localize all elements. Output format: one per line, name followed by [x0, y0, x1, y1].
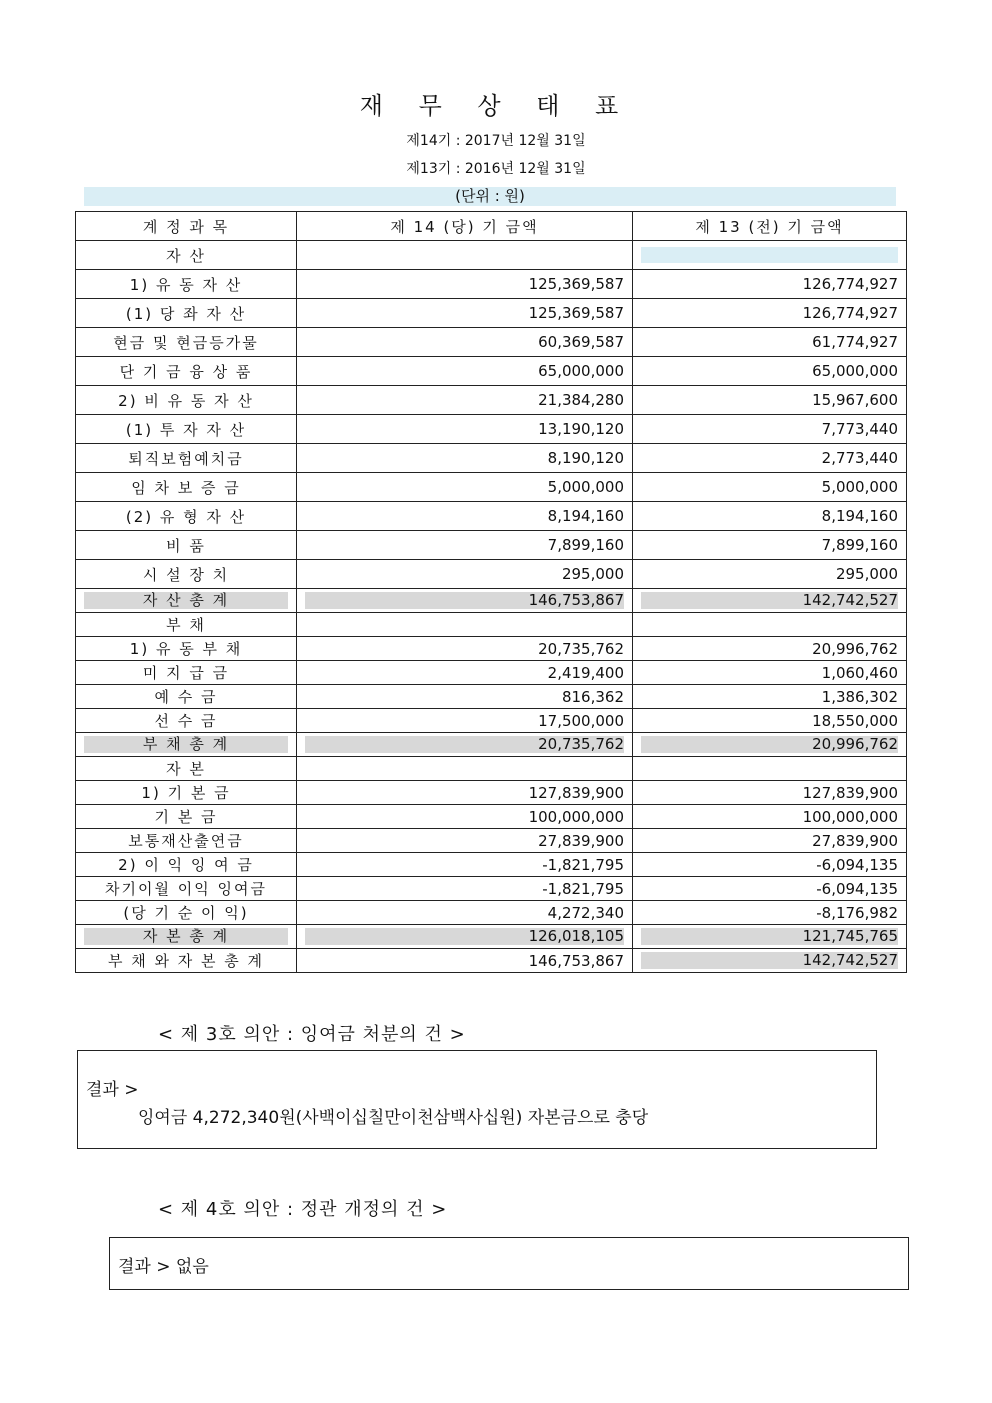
- current-amount-cell-text: 295,000: [561, 565, 624, 583]
- account-name-cell-text: 자 본 총 계: [84, 928, 288, 945]
- prior-amount-cell: [633, 531, 907, 560]
- current-amount-cell: [297, 901, 633, 925]
- current-amount-cell: [297, 685, 633, 709]
- account-name-cell: [76, 473, 297, 502]
- account-name-cell-text: 현금 및 현금등가물: [113, 333, 259, 352]
- current-amount-cell: [297, 949, 633, 973]
- unit-label: (단위 : 원): [84, 187, 896, 206]
- table-row: [76, 613, 907, 637]
- prior-amount-cell-text: 20,996,762: [812, 639, 898, 658]
- current-amount-cell-text: 125,369,587: [528, 304, 624, 322]
- table-row: [76, 328, 907, 357]
- prior-amount-cell: [633, 444, 907, 473]
- account-name-cell: [76, 805, 297, 829]
- table-row: [76, 357, 907, 386]
- account-name-cell-text: 단 기 금 융 상 품: [119, 362, 253, 381]
- balance-sheet-table: [75, 211, 907, 973]
- prior-amount-cell: [633, 589, 907, 613]
- prior-amount-cell-text: 61,774,927: [812, 333, 898, 351]
- account-name-cell: [76, 386, 297, 415]
- table-row: [76, 805, 907, 829]
- prior-amount-cell-text: 126,774,927: [802, 275, 898, 293]
- current-amount-cell: [297, 415, 633, 444]
- account-name-cell-text: 예 수 금: [154, 688, 218, 706]
- account-name-cell: [76, 853, 297, 877]
- account-name-cell: [76, 531, 297, 560]
- table-row: [76, 661, 907, 685]
- balance-sheet-body: [76, 212, 907, 973]
- current-amount-cell: [297, 829, 633, 853]
- current-amount-cell: [297, 531, 633, 560]
- prior-amount-cell: [633, 949, 907, 973]
- prior-amount-cell-text: 100,000,000: [802, 807, 898, 826]
- table-row: [76, 733, 907, 757]
- period-prior: 제13기 : 2016년 12월 31일: [406, 161, 586, 177]
- prior-amount-cell: [633, 709, 907, 733]
- current-amount-cell: [297, 853, 633, 877]
- current-amount-cell-text: 125,369,587: [528, 275, 624, 293]
- account-name-cell-text: (당 기 순 이 익): [123, 904, 249, 922]
- table-row: [76, 270, 907, 299]
- table-row: [76, 829, 907, 853]
- agenda-3-result-box: [77, 1050, 877, 1149]
- account-name-cell: [76, 757, 297, 781]
- account-name-cell-text: 자 산: [166, 246, 206, 265]
- prior-amount-cell-text: 8,194,160: [821, 507, 898, 525]
- current-amount-cell-text: 126,018,105: [305, 928, 624, 945]
- table-row: [76, 949, 907, 973]
- prior-amount-cell-text: 7,899,160: [821, 536, 898, 554]
- table-row: [76, 781, 907, 805]
- current-amount-cell: [297, 444, 633, 473]
- prior-amount-cell: [633, 415, 907, 444]
- prior-amount-cell: [633, 877, 907, 901]
- prior-amount-cell: [633, 829, 907, 853]
- table-row: [76, 299, 907, 328]
- account-name-cell-text: 미 지 급 금: [142, 664, 230, 682]
- current-amount-cell: [297, 709, 633, 733]
- prior-amount-cell-text: 7,773,440: [821, 420, 898, 438]
- agenda-4-result-label: 결과 > 없음: [118, 1257, 209, 1277]
- current-amount-cell-text: -1,821,795: [542, 879, 624, 898]
- prior-amount-cell: [633, 502, 907, 531]
- agenda-3-title: < 제 3호 의안 : 잉여금 처분의 건 >: [158, 1024, 466, 1045]
- account-name-cell-text: 2) 비 유 동 자 산: [118, 391, 254, 410]
- current-amount-cell: [297, 386, 633, 415]
- account-name-cell: [76, 949, 297, 973]
- prior-amount-cell-text: 127,839,900: [802, 783, 898, 802]
- prior-amount-cell-text: 18,550,000: [812, 711, 898, 730]
- account-name-cell-text: 자 본: [166, 760, 206, 778]
- prior-amount-cell: [633, 733, 907, 757]
- prior-amount-cell: [633, 781, 907, 805]
- prior-amount-cell: [633, 901, 907, 925]
- current-amount-cell-text: 21,384,280: [538, 391, 624, 409]
- account-name-cell-text: 1) 유 동 자 산: [129, 275, 243, 294]
- current-amount-cell-text: 100,000,000: [528, 807, 624, 826]
- current-amount-cell-text: -1,821,795: [542, 855, 624, 874]
- current-amount-cell: [297, 357, 633, 386]
- current-amount-cell: [297, 733, 633, 757]
- account-name-cell: [76, 241, 297, 270]
- current-amount-cell: [297, 613, 633, 637]
- account-name-cell: [76, 270, 297, 299]
- prior-amount-cell-text: 65,000,000: [812, 362, 898, 380]
- prior-amount-cell-text: 15,967,600: [812, 391, 898, 409]
- current-amount-cell-text: 816,362: [561, 687, 624, 706]
- prior-amount-cell-text: 126,774,927: [802, 304, 898, 322]
- account-name-cell: [76, 560, 297, 589]
- prior-amount-cell: [633, 299, 907, 328]
- table-row: [76, 685, 907, 709]
- current-amount-cell: [297, 805, 633, 829]
- table-row: [76, 877, 907, 901]
- account-name-cell-text: 퇴직보험예치금: [128, 449, 244, 468]
- prior-amount-cell-text: 27,839,900: [812, 831, 898, 850]
- account-name-cell-text: (1) 투 자 자 산: [125, 420, 247, 439]
- current-amount-cell-text: 20,735,762: [538, 639, 624, 658]
- account-name-cell: [76, 829, 297, 853]
- prior-amount-cell: [633, 853, 907, 877]
- account-name-cell-text: 보통재산출연금: [128, 832, 244, 850]
- account-name-cell-text: 1) 기 본 금: [141, 784, 231, 802]
- account-name-cell-text: 비 품: [166, 536, 206, 555]
- account-name-cell: [76, 415, 297, 444]
- table-row: [76, 502, 907, 531]
- table-row: [76, 444, 907, 473]
- account-name-cell-text: 2) 이 익 잉 여 금: [118, 856, 254, 874]
- prior-amount-cell: [633, 328, 907, 357]
- current-amount-cell: [297, 560, 633, 589]
- account-name-cell-text: 선 수 금: [154, 712, 218, 730]
- current-amount-cell-text: 17,500,000: [538, 711, 624, 730]
- account-name-cell: [76, 444, 297, 473]
- current-amount-cell: [297, 589, 633, 613]
- current-amount-cell-text: 60,369,587: [538, 333, 624, 351]
- agenda-4-result-box: [109, 1237, 909, 1290]
- current-amount-cell-text: 2,419,400: [547, 663, 624, 682]
- agenda-4-title: < 제 4호 의안 : 정관 개정의 건 >: [158, 1199, 448, 1220]
- prior-amount-cell: [633, 560, 907, 589]
- current-amount-cell-text: 20,735,762: [305, 736, 624, 753]
- account-name-cell-text: 부 채 와 자 본 총 계: [107, 952, 265, 970]
- agenda-3-result-label: 결과 >: [86, 1080, 139, 1100]
- current-amount-cell-text: 4,272,340: [547, 903, 624, 922]
- current-amount-cell-text: 65,000,000: [538, 362, 624, 380]
- table-row: [76, 386, 907, 415]
- current-amount-cell: [297, 299, 633, 328]
- current-amount-cell: [297, 637, 633, 661]
- prior-amount-cell-text: 142,742,527: [641, 592, 898, 609]
- prior-amount-cell: [633, 757, 907, 781]
- prior-amount-cell: [633, 357, 907, 386]
- current-amount-cell-text: 127,839,900: [528, 783, 624, 802]
- account-name-cell: [76, 781, 297, 805]
- account-name-cell: [76, 709, 297, 733]
- current-amount-cell: [297, 925, 633, 949]
- account-name-cell: [76, 589, 297, 613]
- prior-amount-cell-text: 142,742,527: [641, 952, 898, 969]
- prior-amount-cell-text: -6,094,135: [816, 855, 898, 874]
- account-name-cell: [76, 925, 297, 949]
- current-amount-cell-text: 27,839,900: [538, 831, 624, 850]
- prior-amount-cell-text: 1,060,460: [821, 663, 898, 682]
- prior-amount-cell: [633, 805, 907, 829]
- prior-amount-cell: [633, 613, 907, 637]
- prior-amount-cell-text: 2,773,440: [821, 449, 898, 467]
- col-header-account: 계 정 과 목: [76, 212, 297, 241]
- account-name-cell: [76, 733, 297, 757]
- prior-amount-cell: [633, 685, 907, 709]
- prior-amount-cell: [633, 637, 907, 661]
- account-name-cell: [76, 502, 297, 531]
- current-amount-cell: [297, 473, 633, 502]
- table-row: [76, 241, 907, 270]
- period-current: 제14기 : 2017년 12월 31일: [406, 133, 586, 149]
- col-header-prior: 제 13 (전) 기 금액: [633, 212, 907, 241]
- prior-amount-cell: [633, 661, 907, 685]
- current-amount-cell: [297, 328, 633, 357]
- table-row: [76, 560, 907, 589]
- account-name-cell-text: 차기이월 이익 잉여금: [105, 880, 267, 898]
- account-name-cell-text: 자 산 총 계: [84, 592, 288, 609]
- col-header-current: 제 14 (당) 기 금액: [297, 212, 633, 241]
- current-amount-cell-text: 8,194,160: [547, 507, 624, 525]
- current-amount-cell: [297, 241, 633, 270]
- page-title: 재 무 상 태 표: [359, 92, 633, 120]
- prior-amount-cell-text: 5,000,000: [821, 478, 898, 496]
- account-name-cell: [76, 901, 297, 925]
- account-name-cell-text: 부 채 총 계: [84, 736, 288, 753]
- current-amount-cell-text: 146,753,867: [305, 592, 624, 609]
- account-name-cell: [76, 637, 297, 661]
- account-name-cell-text: 시 설 장 치: [142, 565, 230, 584]
- prior-amount-cell-text: 20,996,762: [641, 736, 898, 753]
- table-row: [76, 531, 907, 560]
- prior-amount-cell: [633, 270, 907, 299]
- table-row: [76, 901, 907, 925]
- current-amount-cell: [297, 757, 633, 781]
- current-amount-cell-text: 5,000,000: [547, 478, 624, 496]
- table-row: [76, 589, 907, 613]
- prior-amount-cell: [633, 386, 907, 415]
- prior-amount-cell-text: 1,386,302: [821, 687, 898, 706]
- current-amount-cell: [297, 877, 633, 901]
- agenda-3-result-text: 잉여금 4,272,340원(사백이십칠만이천삼백사십원) 자본금으로 충당: [138, 1108, 649, 1128]
- account-name-cell: [76, 357, 297, 386]
- prior-amount-cell: [633, 925, 907, 949]
- account-name-cell-text: 임 차 보 증 금: [131, 478, 241, 497]
- table-header-row: [76, 212, 907, 241]
- account-name-cell: [76, 613, 297, 637]
- account-name-cell-text: 1) 유 동 부 채: [129, 640, 243, 658]
- prior-amount-cell-text: 295,000: [835, 565, 898, 583]
- account-name-cell: [76, 661, 297, 685]
- table-row: [76, 415, 907, 444]
- prior-amount-cell: [633, 473, 907, 502]
- table-row: [76, 757, 907, 781]
- table-row: [76, 473, 907, 502]
- current-amount-cell: [297, 781, 633, 805]
- account-name-cell-text: 기 본 금: [154, 808, 218, 826]
- current-amount-cell: [297, 270, 633, 299]
- current-amount-cell: [297, 502, 633, 531]
- account-name-cell-text: (1) 당 좌 자 산: [125, 304, 247, 323]
- prior-amount-cell-text: -6,094,135: [816, 879, 898, 898]
- prior-amount-cell-text: -8,176,982: [816, 903, 898, 922]
- prior-amount-cell-text: 121,745,765: [641, 928, 898, 945]
- account-name-cell: [76, 877, 297, 901]
- current-amount-cell-text: 146,753,867: [528, 951, 624, 970]
- table-row: [76, 925, 907, 949]
- current-amount-cell-text: 7,899,160: [547, 536, 624, 554]
- account-name-cell: [76, 328, 297, 357]
- account-name-cell: [76, 299, 297, 328]
- table-row: [76, 709, 907, 733]
- current-amount-cell-text: 13,190,120: [538, 420, 624, 438]
- current-amount-cell: [297, 661, 633, 685]
- prior-amount-cell: [633, 241, 907, 270]
- account-name-cell-text: (2) 유 형 자 산: [125, 507, 247, 526]
- table-row: [76, 853, 907, 877]
- current-amount-cell-text: 8,190,120: [547, 449, 624, 467]
- highlight-bar: [641, 247, 898, 263]
- account-name-cell-text: 부 채: [166, 616, 206, 634]
- table-row: [76, 637, 907, 661]
- account-name-cell: [76, 685, 297, 709]
